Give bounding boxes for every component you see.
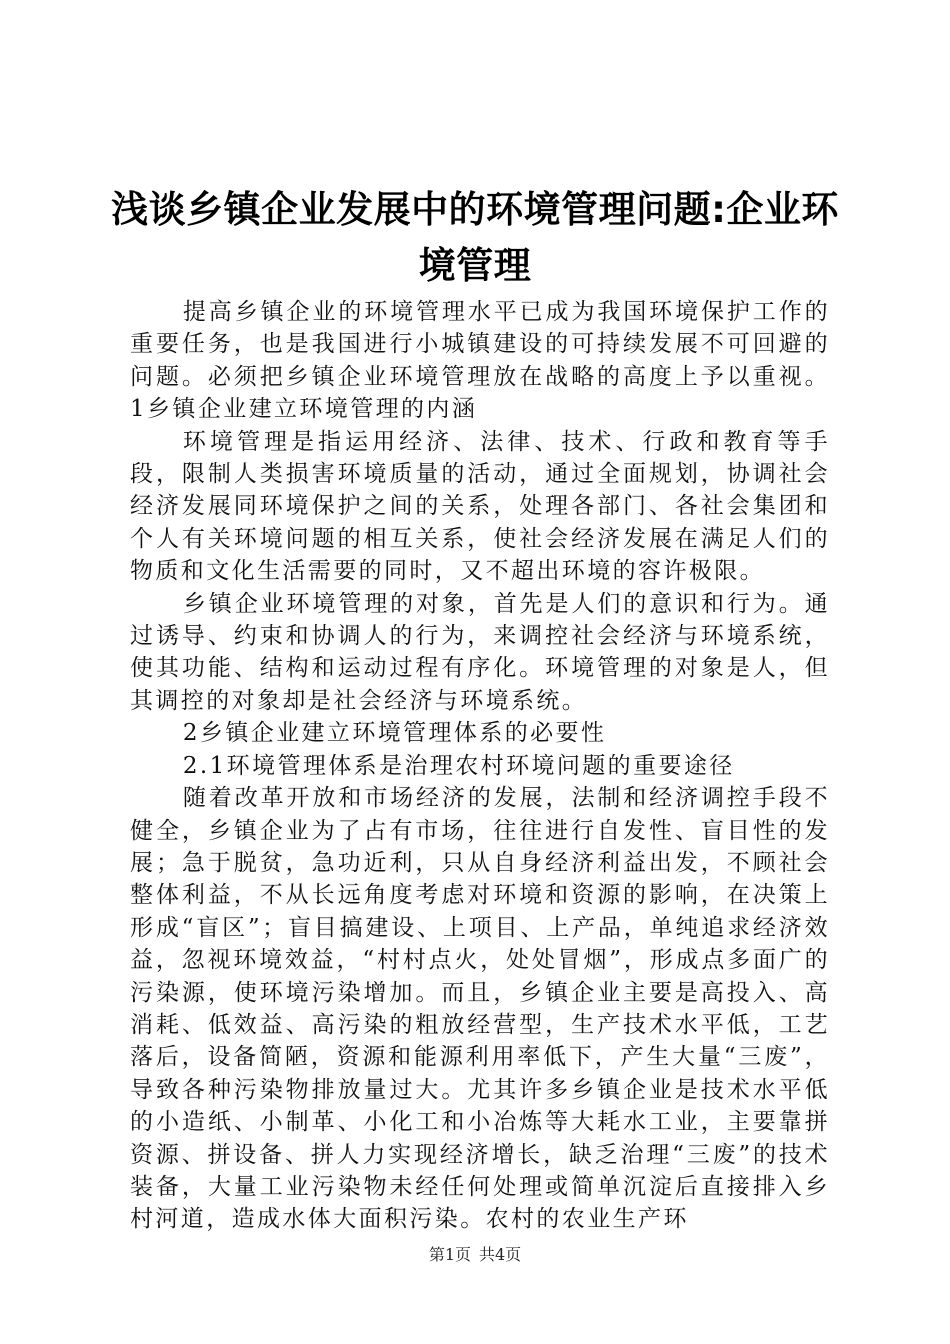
paragraph-definition: 环境管理是指运用经济、法律、技术、行政和教育等手段，限制人类损害环境质量的活动，通过全面规划，协调社会经济发展同环境保护之间的关系，处理各部门、各社会集团和个人有关环境问题的相互关系，使社会经济发展在满足人们的物质和文化生活需要的同时，又不超出环境的容许极限。 bbox=[130, 428, 830, 585]
page-number: 第1页 bbox=[428, 1245, 471, 1264]
page-footer bbox=[0, 1245, 950, 1265]
paragraph-intro: 提高乡镇企业的环境管理水平已成为我国环境保护工作的重要任务，也是我国进行小城镇建设的可持续发展不可回避的问题。必须把乡镇企业环境管理放在战略的高度上予以重视。1乡镇企业建立环境管理的内涵 bbox=[130, 299, 830, 423]
document-title: 浅谈乡镇企业发展中的环境管理问题:企业环境管理 bbox=[111, 188, 839, 287]
section-heading-2: 2乡镇企业建立环境管理体系的必要性 bbox=[182, 720, 607, 747]
page-total: 共4页 bbox=[479, 1245, 522, 1264]
document-body bbox=[130, 296, 830, 1236]
paragraph-reform: 随着改革开放和市场经济的发展，法制和经济调控手段不健全，乡镇企业为了占有市场，往往进行自发性、盲目性的发展；急于脱贫，急功近利，只从自身经济利益出发，不顾社会整体利益，不从长远角度考虑对环境和资源的影响，在决策上形成“盲区”；盲目搞建设、上项目、上产品，单纯追求经济效益，忽视环境效益，“村村点火，处处冒烟”，形成点多面广的污染源，使环境污染增加。而且，乡镇企业主要是高投入、高消耗、低效益、高污染的粗放经营型，生产技术水平低，工艺落后，设备简陋，资源和能源利用率低下，产生大量“三废”，导致各种污染物排放量过大。尤其许多乡镇企业是技术水平低的小造纸、小制革、小化工和小冶炼等大耗水工业，主要靠拼资源、拼设备、拼人力实现经济增长，缺乏治理“三废”的技术装备，大量工业污染物未经任何处理或简单沉淀后直接排入乡村河道，造成水体大面积污染。农村的农业生产环 bbox=[130, 785, 830, 1233]
section-heading-2-1: 2.1环境管理体系是治理农村环境问题的重要途径 bbox=[182, 752, 735, 779]
paragraph-object: 乡镇企业环境管理的对象，首先是人们的意识和行为。通过诱导、约束和协调人的行为，来调控社会经济与环境系统，使其功能、结构和运动过程有序化。环境管理的对象是人，但其调控的对象却是社会经济与环境系统。 bbox=[130, 590, 830, 714]
